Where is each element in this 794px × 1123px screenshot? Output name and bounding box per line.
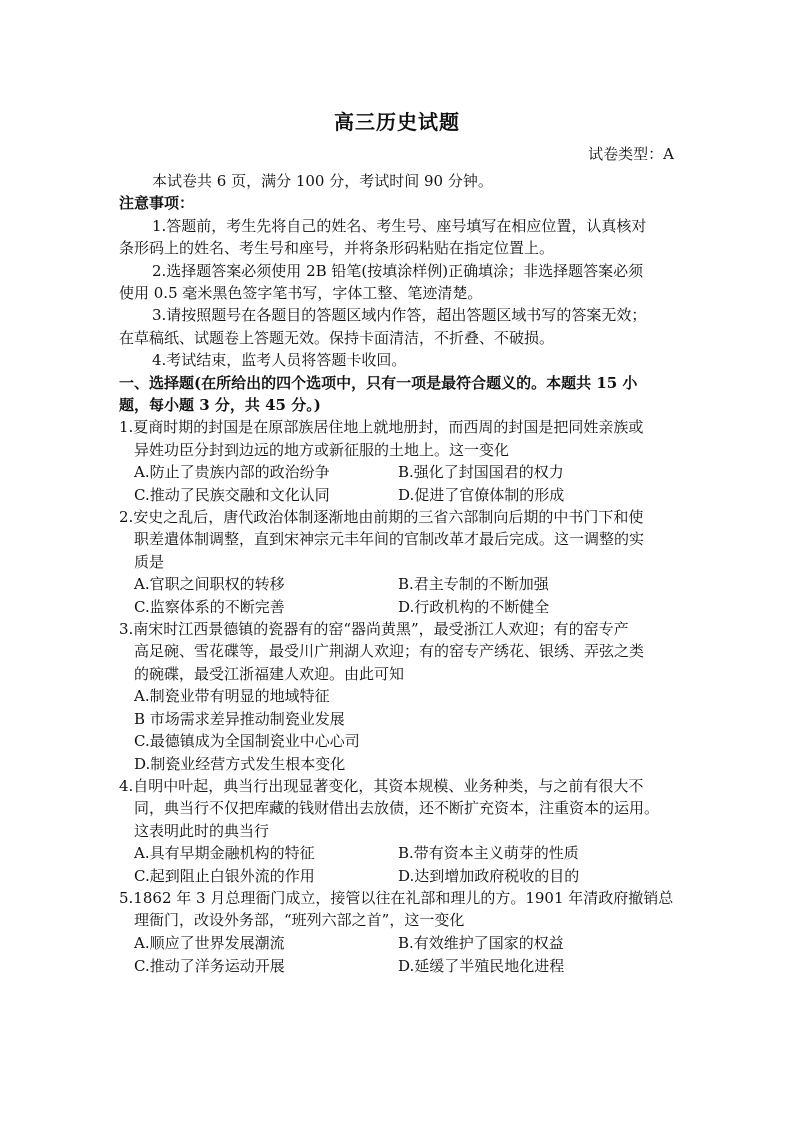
option-c: C.推动了民族交融和文化认同 <box>134 486 330 504</box>
option-c: C.起到阻止白银外流的作用 <box>134 867 315 885</box>
notice-line: 条形码上的姓名、考生号和座号，并将条形码粘贴在指定位置上。 <box>119 239 555 257</box>
option-d: D.延缓了半殖民地化进程 <box>398 957 565 975</box>
option-a: A.官职之间职权的转移 <box>134 575 285 593</box>
question-stem: 高足碗、雪花碟等，最受川广荆湖人欢迎；有的窑专产绣花、银绣、弄弦之类 <box>134 642 645 660</box>
option-b: B 市场需求差异推动制瓷业发展 <box>134 710 345 728</box>
option-c: C.监察体系的不断完善 <box>134 598 285 616</box>
option-d: D.促进了官僚体制的形成 <box>398 486 565 504</box>
option-b: B.强化了封国国君的权力 <box>398 463 564 481</box>
question-stem: 职差遣体制调整，直到宋神宗元丰年间的官制改革才最后完成。这一调整的实 <box>134 530 645 548</box>
question-stem: 异姓功臣分封到边远的地方或新征服的土地上。这一变化 <box>134 441 510 459</box>
question-stem: 2.安史之乱后，唐代政治体制逐渐地由前期的三省六部制向后期的中书门下和使 <box>119 508 644 526</box>
notice-line: 4.考试结束，监考人员将答题卡收回。 <box>152 351 407 369</box>
question-stem: 同，典当行不仅把库藏的钱财借出去放债，还不断扩充资本，注重资本的运用。 <box>134 799 660 817</box>
notice-line: 2.选择题答案必须使用 2B 铅笔(按填涂样例)正确填涂；非选择题答案必须 <box>152 262 644 280</box>
notice-line: 1.答题前，考生先将自己的姓名、考生号、座号填写在相应位置，认真核对 <box>152 217 647 235</box>
page-title: 高三历史试题 <box>334 110 460 134</box>
question-stem: 5.1862 年 3 月总理衙门成立，接管以往在礼部和理儿的方。1901 年清政府撤销总 <box>119 889 674 907</box>
question-stem: 的碗碟，最受江浙福建人欢迎。由此可知 <box>134 665 405 683</box>
option-a: A.顺应了世界发展潮流 <box>134 934 285 952</box>
question-stem: 4.自明中叶起，典当行出现显著变化，其资本规模、业务种类，与之前有很大不 <box>119 777 644 795</box>
option-c: C.推动了洋务运动开展 <box>134 957 285 975</box>
paper-type-label: 试卷类型：A <box>588 145 674 163</box>
question-stem: 3.南宋时江西景德镇的瓷器有的窑“器尚黄黑”，最受浙江人欢迎；有的窑专产 <box>119 620 629 638</box>
notice-line: 3.请按照题号在各题目的答题区域内作答，超出答题区域书写的答案无效； <box>152 306 647 324</box>
option-c: C.最德镇成为全国制瓷业中心心司 <box>134 732 360 750</box>
option-d: D.行政机构的不断健全 <box>398 598 550 616</box>
question-stem: 1.夏商时期的封国是在原部族居住地上就地册封，而西周的封国是把同姓亲族或 <box>119 418 644 436</box>
option-b: B.有效维护了国家的权益 <box>398 934 564 952</box>
question-stem: 理衙门，改设外务部，“班列六部之首”，这一变化 <box>134 911 465 929</box>
intro-text: 本试卷共 6 页，满分 100 分，考试时间 90 分钟。 <box>152 172 493 190</box>
question-stem: 这表明此时的典当行 <box>134 822 270 840</box>
section-heading: 一、选择题(在所给出的四个选项中，只有一项是最符合题义的。本题共 15 小 <box>119 374 638 392</box>
option-b: B.君主专制的不断加强 <box>398 575 549 593</box>
option-d: D.制瓷业经营方式发生根本变化 <box>134 755 346 773</box>
notice-line: 在草稿纸、试题卷上答题无效。保持卡面清洁，不折叠、不破损。 <box>119 329 555 347</box>
option-b: B.带有资本主义萌芽的性质 <box>398 844 579 862</box>
option-d: D.达到增加政府税收的目的 <box>398 867 580 885</box>
option-a: A.制瓷业带有明显的地域特征 <box>134 687 330 705</box>
notice-heading: 注意事项： <box>119 194 195 212</box>
option-a: A.防止了贵族内部的政治纷争 <box>134 463 330 481</box>
question-stem: 质是 <box>134 553 165 571</box>
notice-line: 使用 0.5 毫米黑色签字笔书写，字体工整、笔迹清楚。 <box>119 284 483 302</box>
section-heading: 题，每小题 3 分，共 45 分。) <box>119 396 321 414</box>
option-a: A.具有早期金融机构的特征 <box>134 844 315 862</box>
